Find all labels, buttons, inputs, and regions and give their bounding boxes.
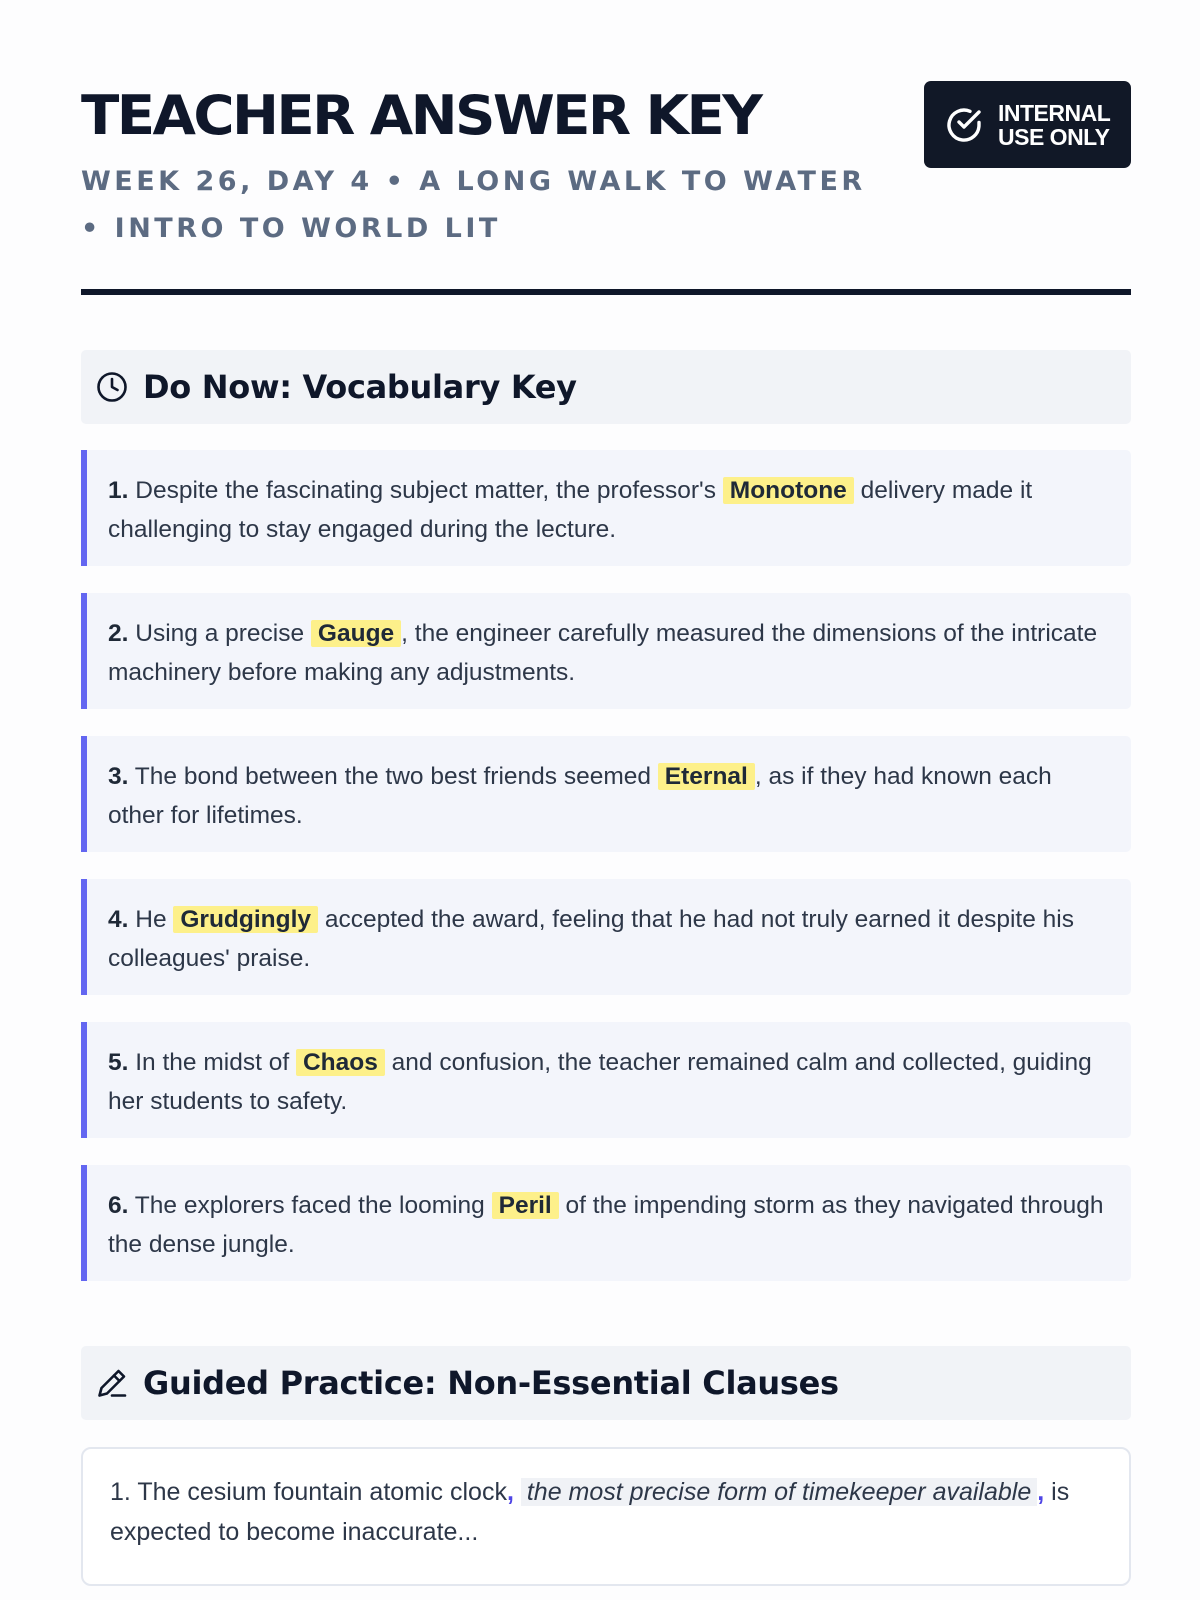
item-number: 6. [108,1192,129,1219]
do-now-title: Do Now: Vocabulary Key [143,368,577,406]
pencil-icon [95,1366,129,1400]
item-text-before: In the midst of [128,1049,296,1076]
vocab-item [81,1165,1131,1281]
item-text-after: accepted the award, feeling that he had not truly earned it despite his colleagues' praise. [108,906,1074,972]
item-number: 2. [108,620,129,647]
vocab-item [81,879,1131,995]
item-text-after: , the engineer carefully measured the dimensions of the intricate machinery before making any adjustments. [108,620,1098,686]
item-text-after: of the impending storm as they navigated through the dense jungle. [108,1192,1104,1258]
answer-key-page [81,0,1131,1546]
badge-line-2: USE ONLY [998,123,1110,150]
practice-tail-text: is expected to become inaccurate... [110,1478,1070,1546]
comma-mark: , [506,1478,514,1506]
comma-mark: , [1037,1478,1045,1506]
item-text-before: Despite the fascinating subject matter, the professor's [128,477,723,504]
badge-label [998,101,1118,149]
item-text-before: Using a precise [128,620,311,647]
page-header [81,0,1131,300]
vocab-item [81,450,1131,566]
item-number: 5. [108,1049,129,1076]
item-text-before: The explorers faced the looming [128,1192,492,1219]
non-essential-clause: the most precise form of timekeeper available [521,1478,1037,1506]
vocab-word: Peril [492,1192,559,1219]
vocab-word: Monotone [723,477,854,504]
item-number: 3. [108,763,129,790]
item-text-before: He [128,906,174,933]
item-text-after: , as if they had known each other for lifetimes. [108,763,1052,829]
practice-lead-text: 1. The cesium fountain atomic clock [110,1478,507,1506]
practice-item [81,1447,1131,1586]
vocab-word: Eternal [658,763,755,790]
guided-practice-section-header [81,1346,1131,1420]
page-title: TEACHER ANSWER KEY [81,84,761,147]
header-divider [81,289,1131,295]
item-number: 1. [108,477,129,504]
vocab-word: Grudgingly [173,906,318,933]
item-text-before: The bond between the two best friends seemed [128,763,658,790]
vocab-word: Gauge [311,620,401,647]
vocab-word: Chaos [296,1049,385,1076]
item-text-after: delivery made it challenging to stay engaged during the lecture. [108,477,1033,543]
badge-line-1: INTERNAL [998,99,1111,126]
page-subtitle: WEEK 26, DAY 4 • A LONG WALK TO WATER • INTRO TO WORLD LIT [81,166,866,244]
vocab-item [81,593,1131,709]
vocab-list [81,450,1131,1308]
internal-use-badge [924,81,1131,168]
vocab-item [81,736,1131,852]
do-now-section-header [81,350,1131,424]
check-circle-icon [944,105,984,145]
clock-icon [95,370,129,404]
guided-practice-title: Guided Practice: Non-Essential Clauses [143,1364,839,1402]
item-number: 4. [108,906,129,933]
vocab-item [81,1022,1131,1138]
item-text-after: and confusion, the teacher remained calm and collected, guiding her students to safety. [108,1049,1092,1115]
